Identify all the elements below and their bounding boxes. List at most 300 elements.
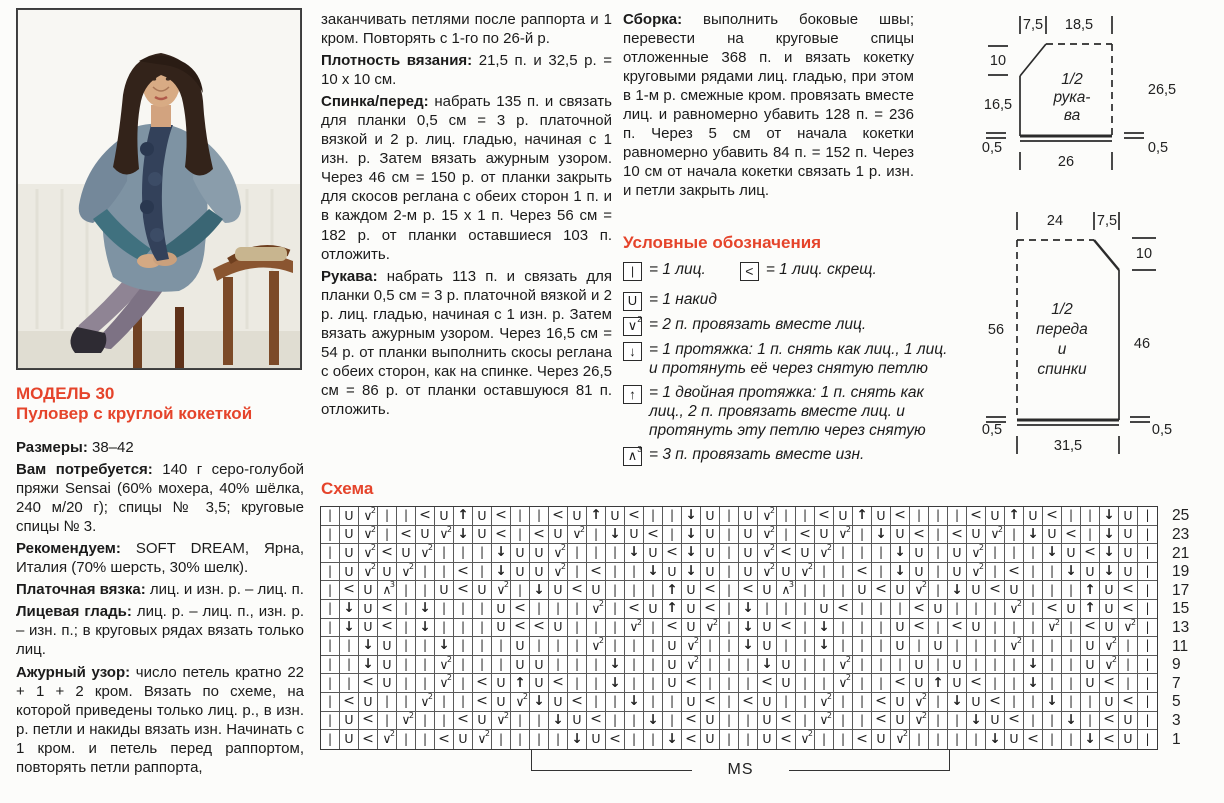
chart-cell: ↓ <box>340 619 359 638</box>
chart-cell: | <box>606 619 625 638</box>
chart-cell: < <box>397 526 416 545</box>
chart-cell: | <box>606 600 625 619</box>
chart-cell: U <box>910 674 929 693</box>
chart-cell: ∨ 2 <box>910 581 929 600</box>
chart-cell: U <box>948 656 967 675</box>
chart-row-numbers <box>1162 507 1189 749</box>
chart-cell: | <box>511 581 530 600</box>
chart-row-number: 17 <box>1172 581 1190 599</box>
chart-cell: U <box>815 600 834 619</box>
chart-cell: | <box>416 563 435 582</box>
chart-cell: U <box>948 544 967 563</box>
chart-cell: U <box>777 656 796 675</box>
chart-cell: | <box>910 730 929 749</box>
chart-cell: < <box>777 544 796 563</box>
chart-cell: ↓ <box>967 712 986 731</box>
chart-cell: ↓ <box>530 581 549 600</box>
chart-cell: U <box>340 730 359 749</box>
chart-cell: | <box>435 544 454 563</box>
chart-cell: | <box>625 637 644 656</box>
chart-cell: < <box>378 600 397 619</box>
chart-cell: | <box>416 581 435 600</box>
body-raglan-width-label: 7,5 <box>1096 212 1118 229</box>
chart-cell: | <box>986 656 1005 675</box>
chart-cell: ↓ <box>606 526 625 545</box>
chart-cell: | <box>1005 526 1024 545</box>
sleeve-right-height-label: 26,5 <box>1147 81 1177 98</box>
chart-cell: U <box>549 581 568 600</box>
chart-cell: | <box>834 619 853 638</box>
chart-cell: U <box>1119 544 1138 563</box>
chart-cell: U <box>1119 507 1138 526</box>
chart-cell: ∨ 2 <box>492 581 511 600</box>
chart-cell: | <box>986 600 1005 619</box>
assembly-column <box>623 10 914 203</box>
sleeve-title-2: рука- <box>1053 89 1091 107</box>
chart-cell: U <box>948 674 967 693</box>
chart-cell: | <box>511 507 530 526</box>
chart-cell: | <box>1005 693 1024 712</box>
chart-cell: | <box>1024 581 1043 600</box>
chart-cell: ↓ <box>948 693 967 712</box>
chart-cell: | <box>644 693 663 712</box>
chart-cell: ∨ 2 <box>796 563 815 582</box>
legend-item-text: = 2 п. провязать вместе лиц. <box>649 316 867 334</box>
chart-row-number: 11 <box>1172 637 1189 655</box>
chart-cell: U <box>758 637 777 656</box>
chart-cell: ↑ <box>1081 581 1100 600</box>
chart-cell: | <box>739 674 758 693</box>
chart-cell: | <box>834 730 853 749</box>
chart-cell: | <box>853 619 872 638</box>
chart-cell: U <box>758 581 777 600</box>
chart-cell: ∨ 2 <box>416 544 435 563</box>
chart-cell: U <box>1005 581 1024 600</box>
chart-cell: | <box>454 674 473 693</box>
chart-cell: | <box>1043 712 1062 731</box>
body-schematic <box>962 192 1220 464</box>
chart-cell: | <box>511 730 530 749</box>
chart-cell: | <box>796 507 815 526</box>
chart-cell: ↓ <box>1100 526 1119 545</box>
chart-cell: < <box>872 581 891 600</box>
chart-cell: | <box>1062 674 1081 693</box>
chart-cell: | <box>378 693 397 712</box>
chart-cell: | <box>435 600 454 619</box>
chart-cell: | <box>568 600 587 619</box>
chart-cell: | <box>435 693 454 712</box>
chart-cell: U <box>967 619 986 638</box>
chart-cell: | <box>321 507 340 526</box>
sleeve-band-right-label: 0,5 <box>1147 139 1169 156</box>
chart-cell: U <box>1081 656 1100 675</box>
chart-cell: | <box>910 507 929 526</box>
chart-cell: < <box>872 712 891 731</box>
chart-cell: | <box>321 693 340 712</box>
chart-cell: < <box>967 507 986 526</box>
chart-cell: < <box>435 730 454 749</box>
chart-cell: | <box>815 674 834 693</box>
chart-cell: | <box>967 730 986 749</box>
chart-cell: | <box>815 563 834 582</box>
chart-cell: | <box>1138 693 1157 712</box>
chart-cell: | <box>815 581 834 600</box>
chart-cell: ↓ <box>682 507 701 526</box>
chart-cell: ↑ <box>853 507 872 526</box>
chart-cell: ↓ <box>359 656 378 675</box>
chart-cell: | <box>1043 656 1062 675</box>
chart-cell: U <box>910 656 929 675</box>
chart-cell: | <box>511 526 530 545</box>
chart-cell: ↓ <box>606 674 625 693</box>
chart-cell: | <box>416 674 435 693</box>
chart-cell: ∨ 2 <box>834 656 853 675</box>
chart-cell: ∨ 2 <box>701 619 720 638</box>
chart-cell: | <box>701 656 720 675</box>
chart-cell: < <box>682 712 701 731</box>
chart-cell: | <box>777 637 796 656</box>
chart-cell: | <box>663 507 682 526</box>
chart-cell: U <box>796 544 815 563</box>
chart-cell: < <box>663 619 682 638</box>
chart-cell: U <box>1005 730 1024 749</box>
chart-cell: | <box>1138 712 1157 731</box>
chart-cell: | <box>1062 693 1081 712</box>
chart-cell: ∨ 2 <box>1119 619 1138 638</box>
stitch-symbol-icon: ↓ <box>623 342 642 361</box>
chart-cell: ∨ 2 <box>492 712 511 731</box>
chart-cell: ↓ <box>1100 563 1119 582</box>
chart-cell: | <box>397 581 416 600</box>
chart-cell: | <box>815 656 834 675</box>
chart-cell: | <box>473 600 492 619</box>
chart-cell: ↓ <box>682 563 701 582</box>
chart-cell: | <box>606 637 625 656</box>
paragraph: Рекомендуем: SOFT DREAM, Ярна, Италия (70% шерсть, 30% шелк). <box>16 540 304 577</box>
chart-cell: ∨ 2 <box>967 563 986 582</box>
chart-cell: U <box>1100 693 1119 712</box>
paragraph: Вам потребуется: 140 г серо-голубой пряжи Sensai (60% мохера, 40% шёлка, 240 м/20 г); спицы № 3,5; круговые спицы № 3. <box>16 461 305 536</box>
chart-cell: < <box>910 600 929 619</box>
chart-cell: U <box>568 507 587 526</box>
legend-item <box>623 443 953 466</box>
chart-cell: | <box>1119 637 1138 656</box>
chart-cell: < <box>1043 600 1062 619</box>
chart-cell: | <box>796 693 815 712</box>
chart-cell: U <box>454 730 473 749</box>
chart-cell: ∨ 2 <box>625 619 644 638</box>
paragraph: Рукава: набрать 113 п. и связать для планки 0,5 см = 3 р. платочной вязкой и 2 р. лиц. гладью, начиная с 1 изн. р. Затем вязать ажурным узором. Через 16,5 см = 54 р. от планки выполнить скосы реглана с обеих сторон, как на спинке. Через 26,5 см = 86 р. от планки оставшуюся 81 п. отложить. <box>321 267 612 418</box>
chart-cell: < <box>530 526 549 545</box>
chart-cell: ↑ <box>587 507 606 526</box>
chart-cell: U <box>701 563 720 582</box>
chart-cell: | <box>1062 637 1081 656</box>
chart-cell: | <box>1062 656 1081 675</box>
chart-cell: ∨ 2 <box>891 730 910 749</box>
chart-cell: ↓ <box>530 693 549 712</box>
middle-column <box>321 10 612 422</box>
chart-cell: | <box>435 712 454 731</box>
chart-cell: | <box>644 730 663 749</box>
chart-cell: U <box>758 693 777 712</box>
chart-cell: | <box>720 674 739 693</box>
paragraph: Платочная вязка: лиц. и изн. р. – лиц. п. <box>16 581 304 599</box>
chart-cell: | <box>1005 656 1024 675</box>
chart-cell: ∨ 2 <box>758 544 777 563</box>
chart-cell: ↓ <box>340 600 359 619</box>
chart-cell: < <box>359 712 378 731</box>
chart-cell: | <box>473 637 492 656</box>
chart-cell: ↓ <box>492 563 511 582</box>
chart-cell: < <box>891 507 910 526</box>
chart-cell: ∨ 2 <box>1043 619 1062 638</box>
chart-cell: ∨ 2 <box>1100 656 1119 675</box>
chart-cell: | <box>378 526 397 545</box>
chart-cell: ↓ <box>1081 730 1100 749</box>
chart-cell: | <box>948 712 967 731</box>
chart-cell: < <box>872 693 891 712</box>
chart-cell: < <box>701 581 720 600</box>
chart-cell: < <box>359 730 378 749</box>
chart-cell: | <box>492 656 511 675</box>
legend-item <box>623 261 706 281</box>
legend-item-text: = 3 п. провязать вместе изн. <box>649 445 865 463</box>
chart-cell: | <box>986 674 1005 693</box>
chart-cell: | <box>587 693 606 712</box>
chart-cell: | <box>473 563 492 582</box>
chart-cell: | <box>397 600 416 619</box>
chart-cell: | <box>1138 637 1157 656</box>
chart-cell: U <box>378 637 397 656</box>
chart-cell: < <box>1005 563 1024 582</box>
chart-cell: | <box>549 600 568 619</box>
chart-cell: | <box>568 674 587 693</box>
chart-cell: | <box>929 526 948 545</box>
chart-cell: < <box>568 581 587 600</box>
chart-cell: U <box>967 693 986 712</box>
chart-cell: U <box>492 693 511 712</box>
chart-cell: | <box>1062 619 1081 638</box>
chart-cell: U <box>986 507 1005 526</box>
chart-cell: U <box>606 507 625 526</box>
chart-cell: U <box>1119 730 1138 749</box>
chart-cell: | <box>1081 526 1100 545</box>
model-number-heading: МОДЕЛЬ 30 <box>16 384 115 403</box>
chart-cell: | <box>815 730 834 749</box>
chart-cell: < <box>1119 693 1138 712</box>
stitch-symbol-icon: ∧ 3 <box>623 447 642 466</box>
chart-cell: | <box>929 581 948 600</box>
chart-cell: ∨ 2 <box>986 526 1005 545</box>
chart-cell: U <box>948 563 967 582</box>
chart-cell: ∨ 2 <box>359 526 378 545</box>
chart-cell: | <box>644 507 663 526</box>
chart-cell: ∨ 2 <box>834 526 853 545</box>
chart-cell: U <box>568 712 587 731</box>
legend <box>623 233 953 471</box>
chart-cell: | <box>397 619 416 638</box>
chart-cell: | <box>872 563 891 582</box>
chart-cell: | <box>929 563 948 582</box>
chart-cell: U <box>473 526 492 545</box>
chart-cell: | <box>1043 730 1062 749</box>
chart-cell: | <box>587 526 606 545</box>
chart-cell: ∨ 2 <box>416 693 435 712</box>
chart-cell: U <box>340 563 359 582</box>
chart-cell: U <box>891 712 910 731</box>
chart-cell: U <box>834 507 853 526</box>
chart-cell: | <box>739 712 758 731</box>
chart-cell: ↓ <box>359 637 378 656</box>
chart-cell: < <box>454 712 473 731</box>
chart-cell: | <box>549 730 568 749</box>
chart-cell: < <box>948 526 967 545</box>
chart-cell: | <box>948 600 967 619</box>
chart-cell: < <box>587 712 606 731</box>
chart-cell: U <box>1062 544 1081 563</box>
chart-cell: U <box>891 526 910 545</box>
chart-cell: U <box>967 581 986 600</box>
chart-cell: | <box>1062 581 1081 600</box>
sleeve-top-width-label: 7,5 <box>1022 16 1044 33</box>
body-raglan-height-label: 10 <box>1135 245 1153 262</box>
chart-cell: U <box>853 581 872 600</box>
chart-cell: U <box>701 730 720 749</box>
chart-cell: | <box>397 674 416 693</box>
sleeve-side-height-label: 16,5 <box>983 96 1013 113</box>
chart-cell: | <box>378 712 397 731</box>
chart-cell: | <box>720 507 739 526</box>
chart-cell: | <box>625 712 644 731</box>
chart-cell: U <box>530 544 549 563</box>
chart-cell: | <box>796 637 815 656</box>
chart-cell: | <box>568 637 587 656</box>
chart-cell: < <box>701 600 720 619</box>
chart-cell: U <box>1043 526 1062 545</box>
chart-row-number: 15 <box>1172 600 1190 618</box>
chart-cell: < <box>682 674 701 693</box>
chart-cell: U <box>1062 600 1081 619</box>
chart-cell: U <box>492 619 511 638</box>
chart-cell: | <box>625 730 644 749</box>
chart-cell: U <box>473 507 492 526</box>
chart-cell: ∨ 2 <box>587 600 606 619</box>
chart-cell: | <box>777 693 796 712</box>
chart-cell: | <box>340 656 359 675</box>
chart-cell: < <box>473 693 492 712</box>
chart-cell: U <box>492 674 511 693</box>
chart-cell: ↓ <box>1043 693 1062 712</box>
chart-cell: ∨ 2 <box>549 544 568 563</box>
chart-cell: | <box>929 507 948 526</box>
chart-cell: < <box>454 581 473 600</box>
chart-cell: | <box>321 730 340 749</box>
chart-cell: | <box>739 656 758 675</box>
chart-row-number: 13 <box>1172 619 1190 637</box>
sleeve-band-left-label: 0,5 <box>981 139 1003 156</box>
chart-cell: ↓ <box>1100 544 1119 563</box>
chart-cell: | <box>644 637 663 656</box>
chart-cell: | <box>720 600 739 619</box>
stitch-symbol-icon: < <box>740 262 759 281</box>
chart-cell: | <box>834 544 853 563</box>
chart-cell: | <box>967 600 986 619</box>
chart-cell: U <box>739 526 758 545</box>
chart-cell: | <box>796 581 815 600</box>
chart-cell: U <box>511 656 530 675</box>
chart-cell: | <box>872 544 891 563</box>
chart-cell: | <box>796 600 815 619</box>
chart-cell: | <box>606 563 625 582</box>
chart-cell: | <box>435 563 454 582</box>
chart-cell: | <box>1043 563 1062 582</box>
legend-item-text: = 1 лиц. скрещ. <box>765 261 877 279</box>
chart-cell: U <box>682 600 701 619</box>
chart-cell: < <box>777 730 796 749</box>
chart-cell: U <box>815 526 834 545</box>
chart-cell: ↓ <box>625 544 644 563</box>
chart-cell: | <box>663 526 682 545</box>
ms-label: MS <box>727 760 754 778</box>
chart-cell: U <box>929 637 948 656</box>
chart-cell: U <box>1100 581 1119 600</box>
chart-cell: | <box>1024 563 1043 582</box>
chart-cell: | <box>1081 712 1100 731</box>
chart-cell: ↓ <box>1024 526 1043 545</box>
chart-cell: ↓ <box>1024 674 1043 693</box>
chart-cell: | <box>454 693 473 712</box>
chart-cell: U <box>340 507 359 526</box>
chart-cell: | <box>454 619 473 638</box>
legend-item-text: = 1 лиц. <box>649 261 706 279</box>
chart-cell: | <box>416 637 435 656</box>
chart-cell: | <box>929 544 948 563</box>
chart-cell: U <box>587 730 606 749</box>
sleeve-bottom-width-label: 26 <box>1057 153 1075 170</box>
chart-cell: ↓ <box>739 637 758 656</box>
chart-cell: | <box>416 656 435 675</box>
chart-cell: U <box>777 563 796 582</box>
chart-cell: U <box>359 619 378 638</box>
chart-cell: | <box>549 656 568 675</box>
chart-cell: | <box>1062 730 1081 749</box>
chart-cell: < <box>853 730 872 749</box>
chart-cell: ↓ <box>625 693 644 712</box>
chart-cell: | <box>340 637 359 656</box>
chart-cell: | <box>720 544 739 563</box>
chart-cell: | <box>720 526 739 545</box>
chart-cell: < <box>340 581 359 600</box>
chart-cell: | <box>929 730 948 749</box>
chart-cell: < <box>1100 674 1119 693</box>
ms-repeat-bracket <box>531 750 950 778</box>
chart-cell: U <box>682 581 701 600</box>
chart-cell: < <box>511 600 530 619</box>
chart-cell: | <box>644 656 663 675</box>
chart-cell: ↑ <box>929 674 948 693</box>
chart-cell: U <box>758 712 777 731</box>
chart-cell: | <box>606 581 625 600</box>
chart-cell: < <box>530 619 549 638</box>
model-name-heading: Пуловер с круглой кокеткой <box>16 404 253 424</box>
chart-cell: ↓ <box>663 730 682 749</box>
chart-cell: U <box>549 693 568 712</box>
chart-cell: ∨ 2 <box>473 730 492 749</box>
chart-cell: | <box>549 637 568 656</box>
chart-cell: < <box>739 581 758 600</box>
chart-cell: | <box>872 600 891 619</box>
chart-cell: | <box>1062 507 1081 526</box>
